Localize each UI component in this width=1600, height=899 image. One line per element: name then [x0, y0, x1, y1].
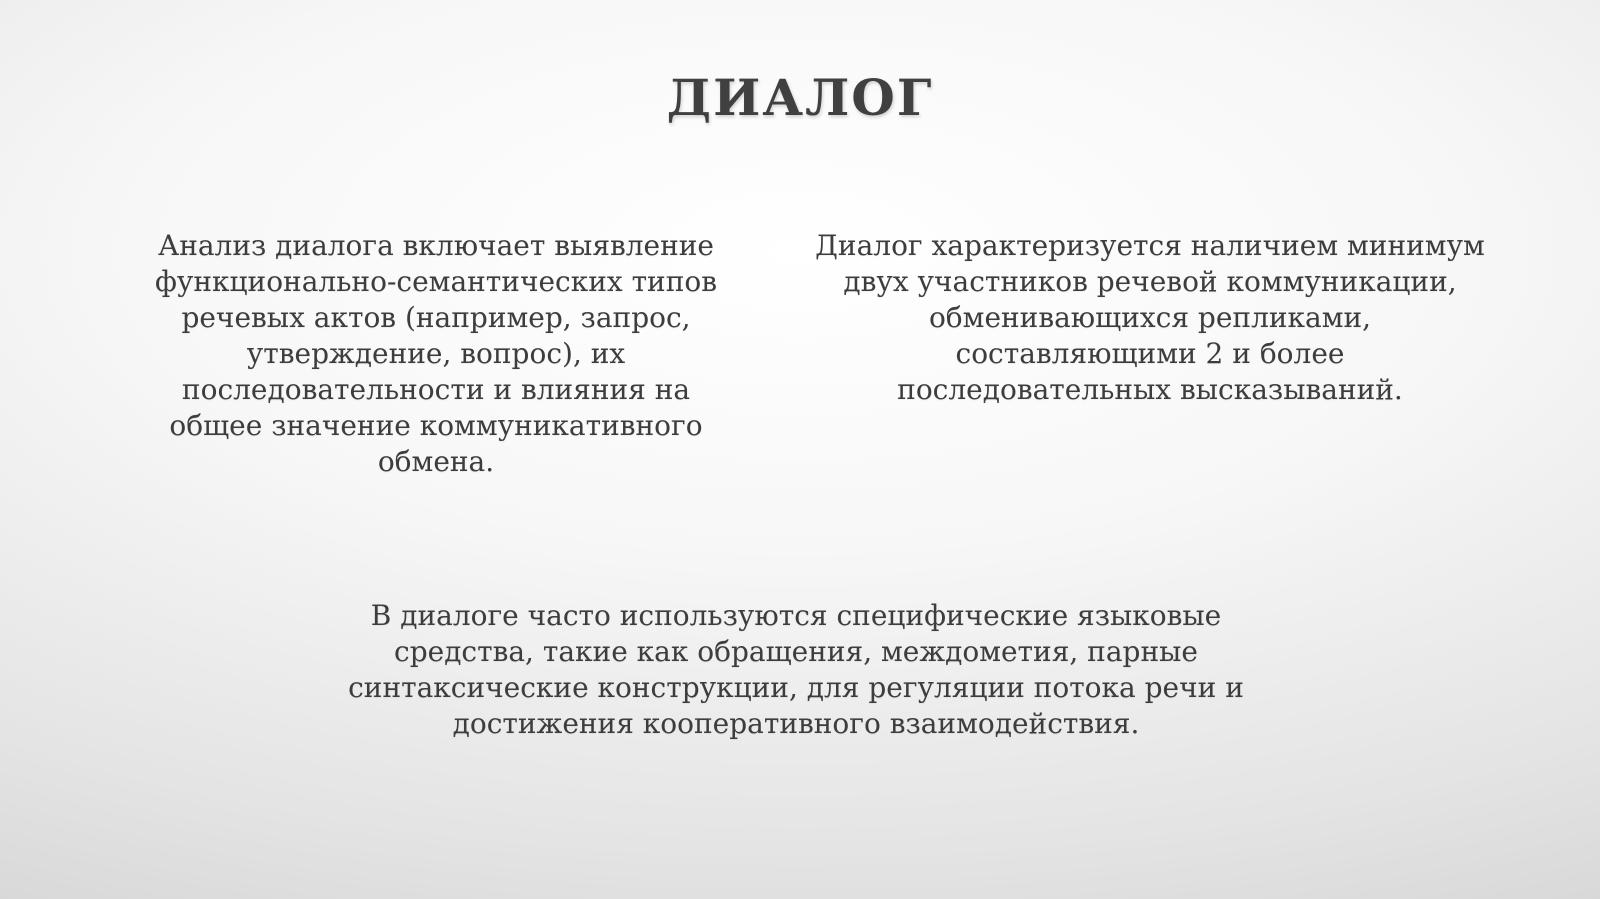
right-text-block: Диалог характеризуется наличием минимум двух участников речевой коммуникации, обменивающихся репликами, составляющими 2 и более последовательных высказываний.: [815, 229, 1485, 406]
slide-title: ДИАЛОГ: [666, 68, 934, 127]
bottom-text-block: В диалоге часто используются специфические языковые средства, такие как обращения, междометия, парные синтаксические конструкции, для регуляции потока речи и достижения кооперативного взаимодействия.: [348, 599, 1244, 740]
left-text-block: Анализ диалога включает выявление функционально-семантических типов речевых актов (например, запрос, утверждение, вопрос), их последовательности и влияния на общее значение коммуникативного обмена.: [154, 229, 718, 478]
